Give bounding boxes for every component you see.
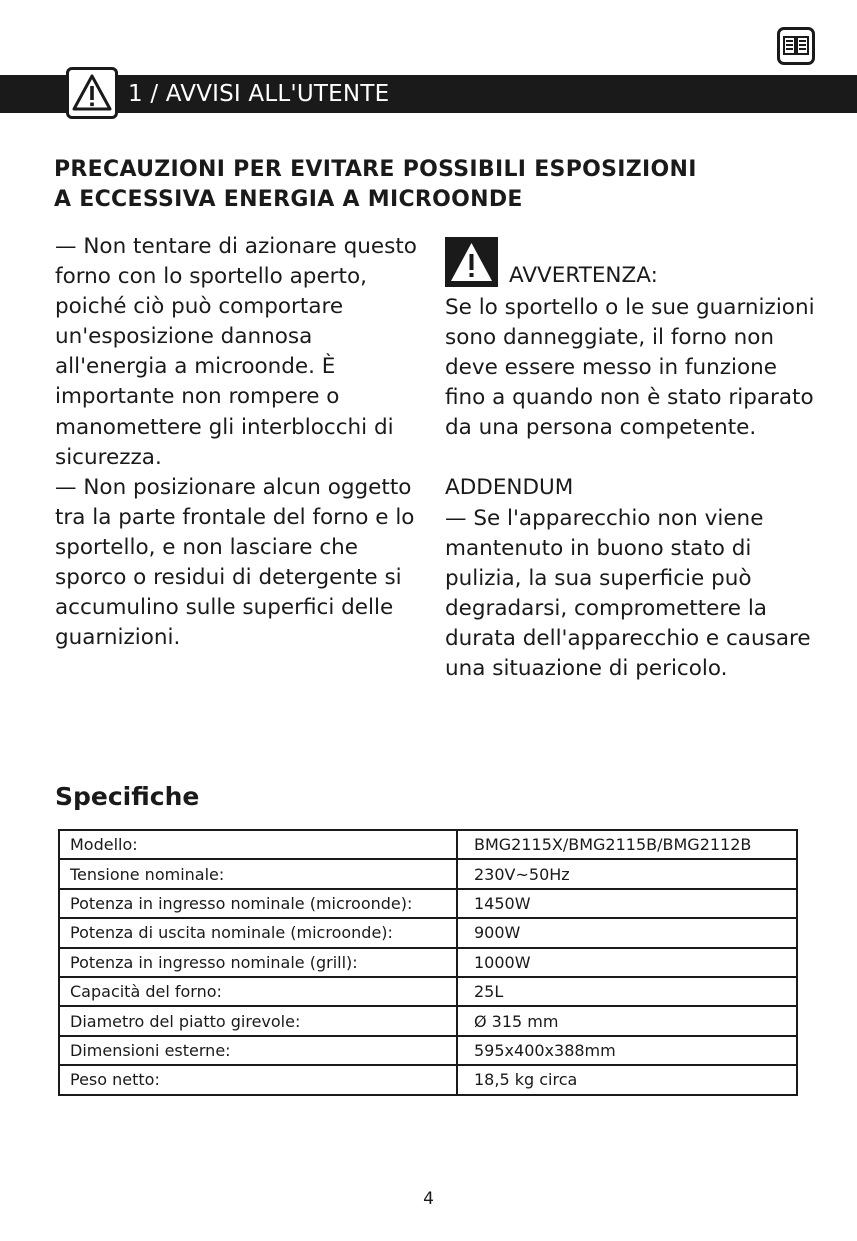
table-row — [59, 1006, 797, 1035]
specs-table — [58, 829, 798, 1096]
spec-value: 595x400x388mm — [457, 1036, 797, 1065]
table-row — [59, 1036, 797, 1065]
table-row — [59, 1065, 797, 1094]
section-title: 1 / AVVISI ALL'UTENTE — [128, 81, 390, 107]
warning-header — [445, 237, 815, 293]
spec-label: Peso netto: — [59, 1065, 457, 1094]
spec-value: 25L — [457, 977, 797, 1006]
table-row — [59, 948, 797, 977]
page-number: 4 — [423, 1189, 434, 1209]
spec-value: BMG2115X/BMG2115B/BMG2112B — [457, 830, 797, 859]
spec-label: Potenza in ingresso nominale (grill): — [59, 948, 457, 977]
precautions-heading-line-1: PRECAUZIONI PER EVITARE POSSIBILI ESPOSIZIONI — [54, 157, 697, 182]
precautions-text — [55, 232, 425, 653]
warning-label: AVVERTENZA: — [509, 263, 658, 288]
table-row — [59, 889, 797, 918]
spec-value: 900W — [457, 918, 797, 947]
spec-label: Modello: — [59, 830, 457, 859]
addendum-text: — Se l'apparecchio non viene mantenuto in buono stato di pulizia, la sua superficie può degradarsi, compromettere la durata dell'apparecchio e causare una situazione di pericolo. — [445, 505, 811, 682]
addendum-title: ADDENDUM — [445, 475, 574, 501]
precautions-heading-line-2: A ECCESSIVA ENERGIA A MICROONDE — [54, 187, 523, 212]
spec-label: Dimensioni esterne: — [59, 1036, 457, 1065]
specs-title: Specifiche — [55, 782, 200, 811]
table-row — [59, 977, 797, 1006]
spec-label: Potenza di uscita nominale (microonde): — [59, 918, 457, 947]
table-row — [59, 918, 797, 947]
precaution-paragraph-1: — Non tentare di azionare questo forno con lo sportello aperto, poiché ciò può comportare un'esposizione dannosa all'energia a microonde. È importante non rompere o manomettere gli interblocchi di sicurezza. — [55, 234, 417, 470]
spec-value: Ø 315 mm — [457, 1006, 797, 1035]
spec-value: 18,5 kg circa — [457, 1065, 797, 1094]
spec-label: Tensione nominale: — [59, 859, 457, 888]
precaution-paragraph-2: — Non posizionare alcun oggetto tra la parte frontale del forno e lo sportello, e non lasciare che sporco o residui di detergente si accumulino sulle superfici delle guarnizioni. — [55, 474, 415, 651]
spec-label: Diametro del piatto girevole: — [59, 1006, 457, 1035]
warning-addendum-column — [445, 237, 815, 684]
spec-label: Capacità del forno: — [59, 977, 457, 1006]
warning-icon — [445, 237, 498, 287]
spec-value: 1000W — [457, 948, 797, 977]
spec-label: Potenza in ingresso nominale (microonde): — [59, 889, 457, 918]
warning-triangle-icon — [66, 67, 118, 119]
table-row — [59, 859, 797, 888]
warning-text: Se lo sportello o le sue guarnizioni sono danneggiate, il forno non deve essere messo in funzione fino a quando non è stato riparato da una persona competente. — [445, 295, 815, 441]
manual-book-icon — [777, 27, 815, 65]
spec-value: 1450W — [457, 889, 797, 918]
spec-value: 230V~50Hz — [457, 859, 797, 888]
precautions-heading — [54, 155, 814, 215]
table-row — [59, 830, 797, 859]
